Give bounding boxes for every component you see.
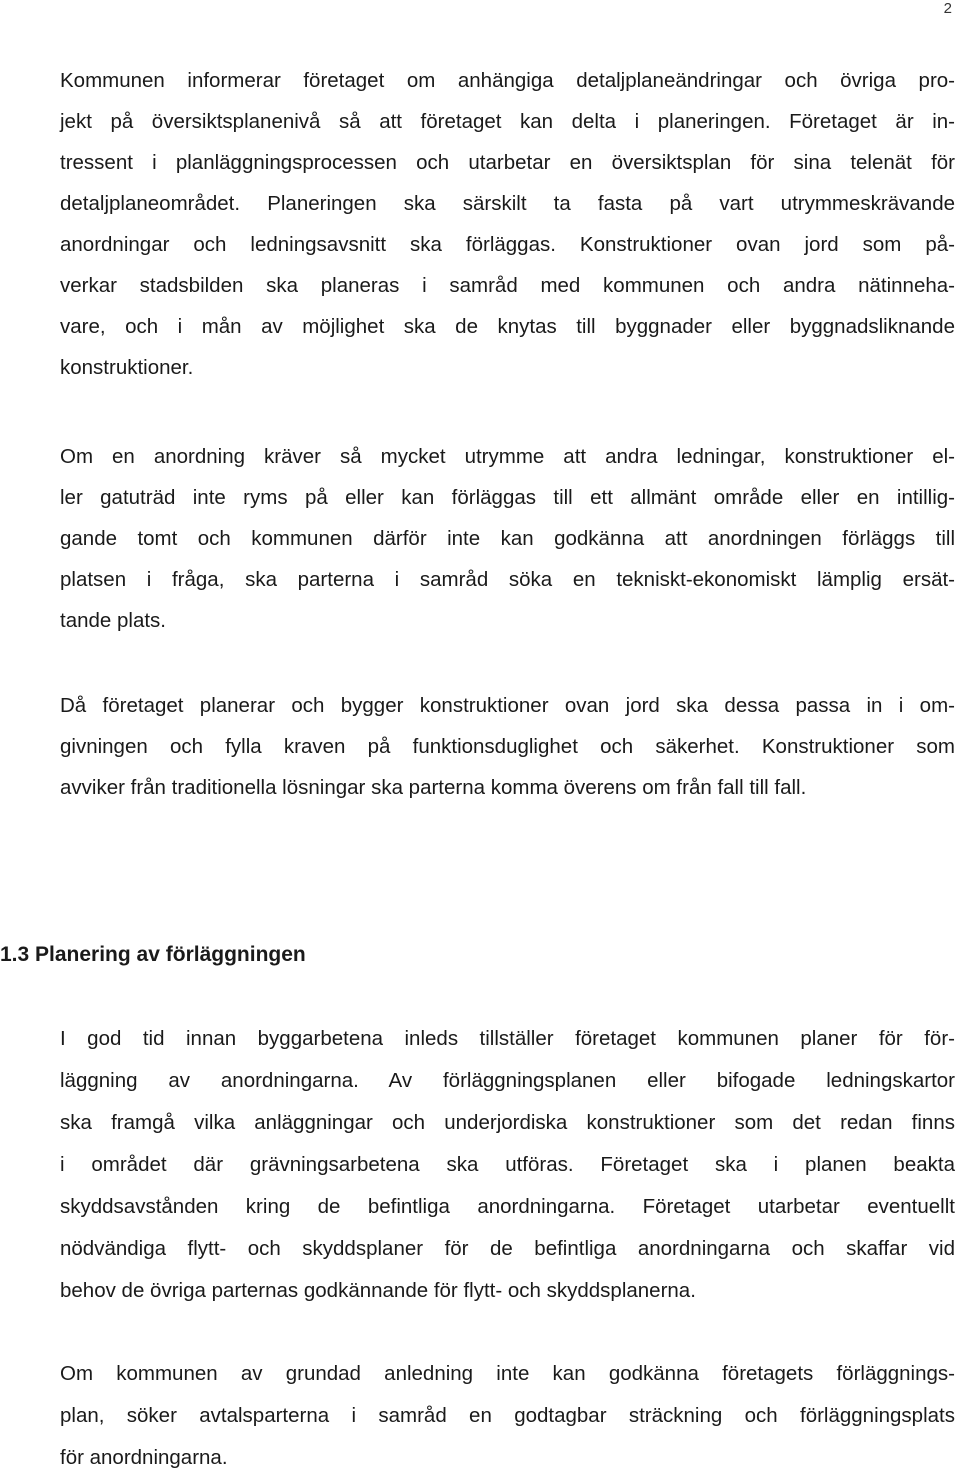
text-line: plan, söker avtalsparterna i samråd en godtagbar sträckning och förläggningsplats	[60, 1404, 955, 1427]
text-line: skyddsavstånden kring de befintliga anordningarna. Företaget utarbetar eventuellt	[60, 1195, 955, 1218]
text-line: I god tid innan byggarbetena inleds tillställer företaget kommunen planer för för-	[60, 1027, 955, 1050]
text-line: Kommunen informerar företaget om anhängiga detaljplaneändringar och övriga pro-	[60, 69, 955, 92]
text-line: verkar stadsbilden ska planeras i samråd med kommunen och andra nätinneha-	[60, 274, 955, 297]
text-line: i området där grävningsarbetena ska utföras. Företaget ska i planen beakta	[60, 1153, 955, 1176]
text-line: konstruktioner.	[60, 356, 194, 379]
text-line: tande plats.	[60, 609, 166, 632]
text-line: avviker från traditionella lösningar ska parterna komma överens om från fall till fall.	[60, 776, 807, 799]
page-number: 2	[943, 0, 952, 17]
text-line: ska framgå vilka anläggningar och underjordiska konstruktioner som det redan finns	[60, 1111, 955, 1134]
text-line: Om kommunen av grundad anledning inte kan godkänna företagets förläggnings-	[60, 1362, 955, 1385]
text-line: givningen och fylla kraven på funktionsduglighet och säkerhet. Konstruktioner som	[60, 735, 955, 758]
text-line: anordningar och ledningsavsnitt ska förläggas. Konstruktioner ovan jord som på-	[60, 233, 955, 256]
text-line: nödvändiga flytt- och skyddsplaner för de befintliga anordningarna och skaffar vid	[60, 1237, 955, 1260]
text-line: läggning av anordningarna. Av förläggningsplanen eller bifogade ledningskartor	[60, 1069, 955, 1092]
text-line: Om en anordning kräver så mycket utrymme att andra ledningar, konstruktioner el-	[60, 445, 955, 468]
text-line: tressent i planläggningsprocessen och utarbetar en översiktsplan för sina telenät för	[60, 151, 955, 174]
text-line: detaljplaneområdet. Planeringen ska särskilt ta fasta på vart utrymmeskrävande	[60, 192, 955, 215]
text-line: behov de övriga parternas godkännande för flytt- och skyddsplanerna.	[60, 1279, 696, 1302]
text-line: vare, och i mån av möjlighet ska de knytas till byggnader eller byggnadsliknande	[60, 315, 955, 338]
text-line: jekt på översiktsplanenivå så att företaget kan delta i planeringen. Företaget är in-	[60, 110, 955, 133]
text-line: Då företaget planerar och bygger konstruktioner ovan jord ska dessa passa in i om-	[60, 694, 955, 717]
text-line: ler gatuträd inte ryms på eller kan förläggas till ett allmänt område eller en intillig-	[60, 486, 955, 509]
text-line: gande tomt och kommunen därför inte kan godkänna att anordningen förläggs till	[60, 527, 955, 550]
section-heading: 1.3 Planering av förläggningen	[0, 943, 306, 966]
text-line: platsen i fråga, ska parterna i samråd söka en tekniskt-ekonomiskt lämplig ersät-	[60, 568, 955, 591]
text-line: för anordningarna.	[60, 1446, 228, 1469]
